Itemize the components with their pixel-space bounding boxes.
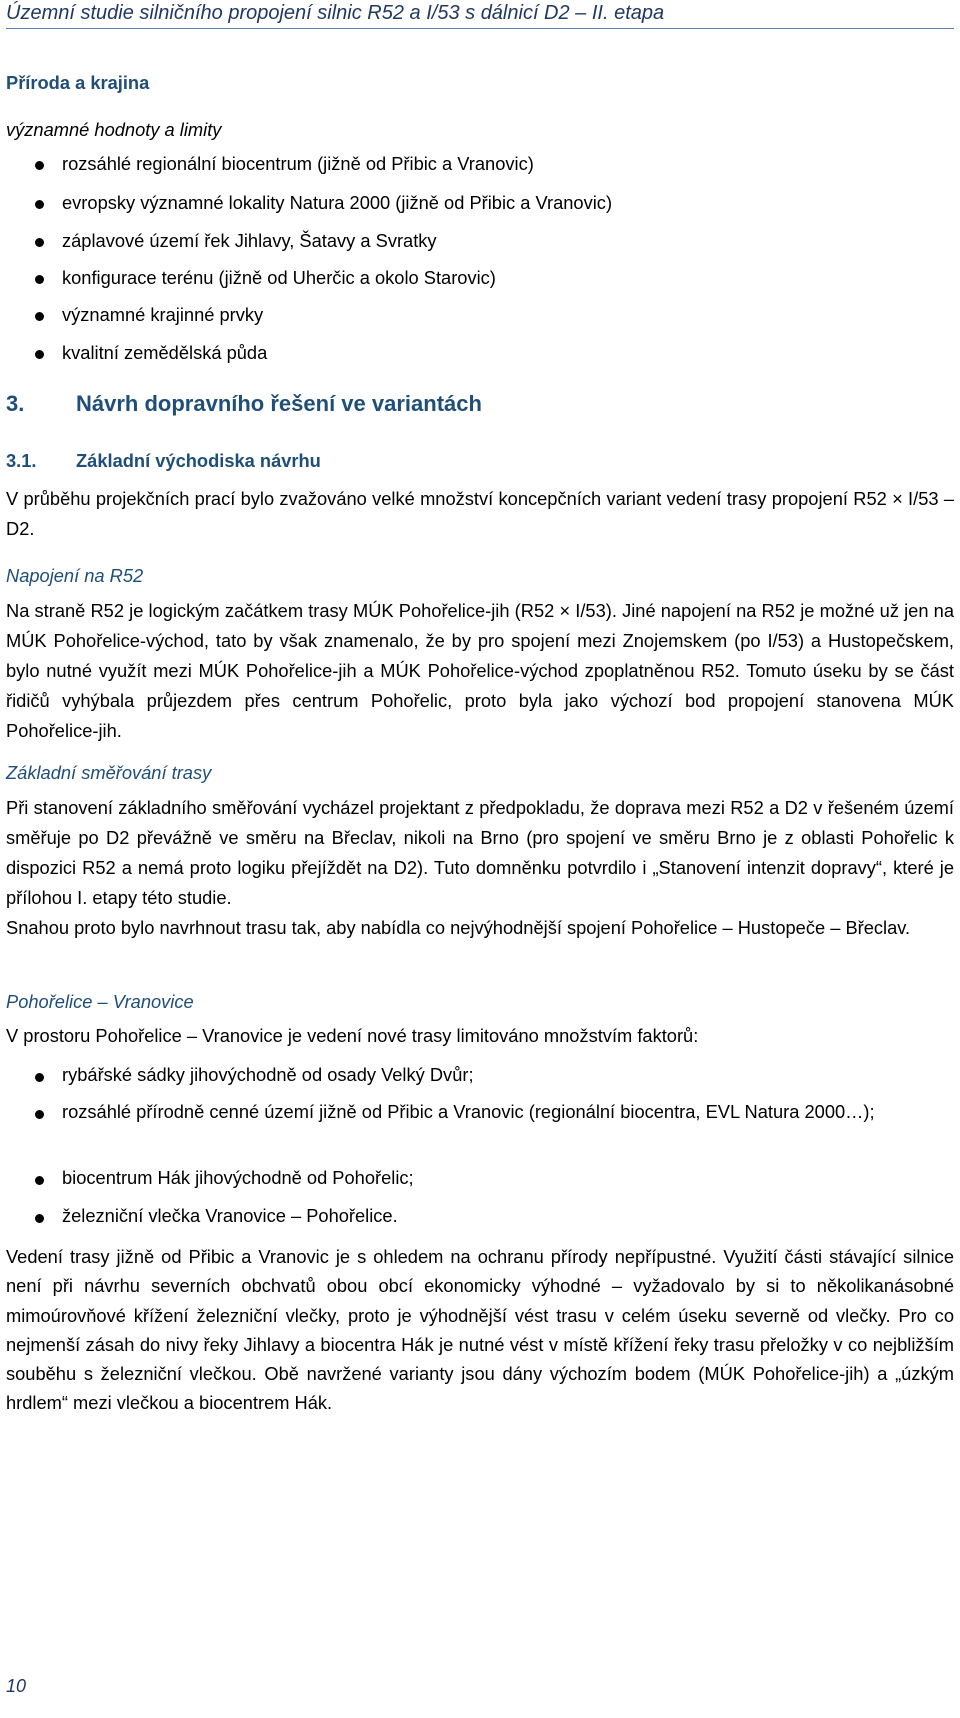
paragraph-smerovani-1: Při stanovení základního směřování vycházel projektant z předpokladu, že doprava mezi R52 a D2 v řešeném území směřuje po D2 převážně ve směru na Břeclav, nikoli na Brno (pro spojení ve směru Brno je z oblasti Pohořelic k dispozici R52 a nemá proto logiku přejíždět na D2). Tuto domněnku potvrdilo i „Stanovení intenzit dopravy“, které je přílohou I. etapy této studie.: [6, 797, 954, 908]
bullet-icon: [35, 275, 44, 284]
section-number: 3.1.: [6, 450, 37, 471]
chapter-heading: [6, 391, 482, 417]
paragraph-smerovani-2: Snahou proto bylo navrhnout trasu tak, aby nabídla co nejvýhodnější spojení Pohořelice – Hustopeče – Břeclav.: [6, 917, 911, 938]
list-item: kvalitní zemědělská půda: [62, 342, 268, 363]
bullet-icon: [35, 1110, 44, 1119]
bullet-icon: [35, 1214, 44, 1223]
list-item: biocentrum Hák jihovýchodně od Pohořelic;: [62, 1167, 414, 1188]
subheading-napojeni: Napojení na R52: [6, 565, 144, 586]
subheading-limits: významné hodnoty a limity: [6, 119, 222, 140]
bullet-icon: [35, 350, 44, 359]
bullet-icon: [35, 238, 44, 247]
section-heading-nature: Příroda a krajina: [6, 72, 150, 93]
list-item: záplavové území řek Jihlavy, Šatavy a Svratky: [62, 230, 437, 251]
section-title: Základní východiska návrhu: [76, 450, 321, 471]
bullet-icon: [35, 312, 44, 321]
running-header: Územní studie silničního propojení silnic R52 a I/53 s dálnicí D2 – II. etapa: [6, 2, 954, 29]
chapter-number: 3.: [6, 391, 25, 416]
bullet-icon: [35, 161, 44, 170]
paragraph-napojeni: Na straně R52 je logickým začátkem trasy MÚK Pohořelice-jih (R52 × I/53). Jiné napojení na R52 je možné už jen na MÚK Pohořelice-východ, tato by však znamenalo, že by pro spojení mezi Znojemskem (po I/53) a Hustopečskem, bylo nutné využít mezi MÚK Pohořelice-jih a MÚK Pohořelice-východ zpoplatněnou R52. Tomuto úseku by se část řidičů vyhýbala průjezdem přes centrum Pohořelic, proto byla jako výchozí bod propojení stanovena MÚK Pohořelice-jih.: [6, 600, 954, 741]
paragraph-vranovice: Vedení trasy jižně od Přibic a Vranovic je s ohledem na ochranu přírody nepřípustné. Využití části stávající silnice není při návrhu severních obchvatů obou obcí ekonomicky výhodné – vyžadovalo by si to několikanásobné mimoúrovňové křížení železniční vlečky, proto je výhodnější vést trasu v celém úseku severně od vlečky. Pro co nejmenší zásah do nivy řeky Jihlavy a biocentra Hák je nutné vést v místě křížení řeky trasu přeložky v co nejbližším souběhu s železniční vlečkou. Obě navržené varianty jsou dány výchozím bodem (MÚK Pohořelice-jih) a „úzkým hrdlem“ mezi vlečkou a biocentrem Hák.: [6, 1246, 954, 1414]
list-item: evropsky významné lokality Natura 2000 (jižně od Přibic a Vranovic): [62, 192, 613, 213]
list-item: rozsáhlé přírodně cenné území jižně od Přibic a Vranovic (regionální biocentra, EVL Natura 2000…);: [62, 1101, 875, 1122]
section-heading: [6, 450, 321, 472]
bullet-icon: [35, 1073, 44, 1082]
paragraph-intro: V průběhu projekčních prací bylo zvažováno velké množství koncepčních variant vedení trasy propojení R52 × I/53 – D2.: [6, 488, 954, 539]
list-item: rozsáhlé regionální biocentrum (jižně od Přibic a Vranovic): [62, 153, 534, 174]
bullet-icon: [35, 1176, 44, 1185]
list-item: rybářské sádky jihovýchodně od osady Velký Dvůr;: [62, 1064, 474, 1085]
subheading-smerovani: Základní směřování trasy: [6, 762, 212, 783]
list-item: konfigurace terénu (jižně od Uherčic a okolo Starovic): [62, 267, 496, 288]
list-item: významné krajinné prvky: [62, 304, 264, 325]
chapter-title: Návrh dopravního řešení ve variantách: [76, 391, 482, 416]
paragraph-vranovice-intro: V prostoru Pohořelice – Vranovice je vedení nové trasy limitováno množstvím faktorů:: [6, 1025, 699, 1046]
subheading-vranovice: Pohořelice – Vranovice: [6, 991, 194, 1012]
bullet-icon: [35, 200, 44, 209]
page-number: 10: [6, 1676, 27, 1696]
list-item: železniční vlečka Vranovice – Pohořelice.: [62, 1205, 398, 1226]
